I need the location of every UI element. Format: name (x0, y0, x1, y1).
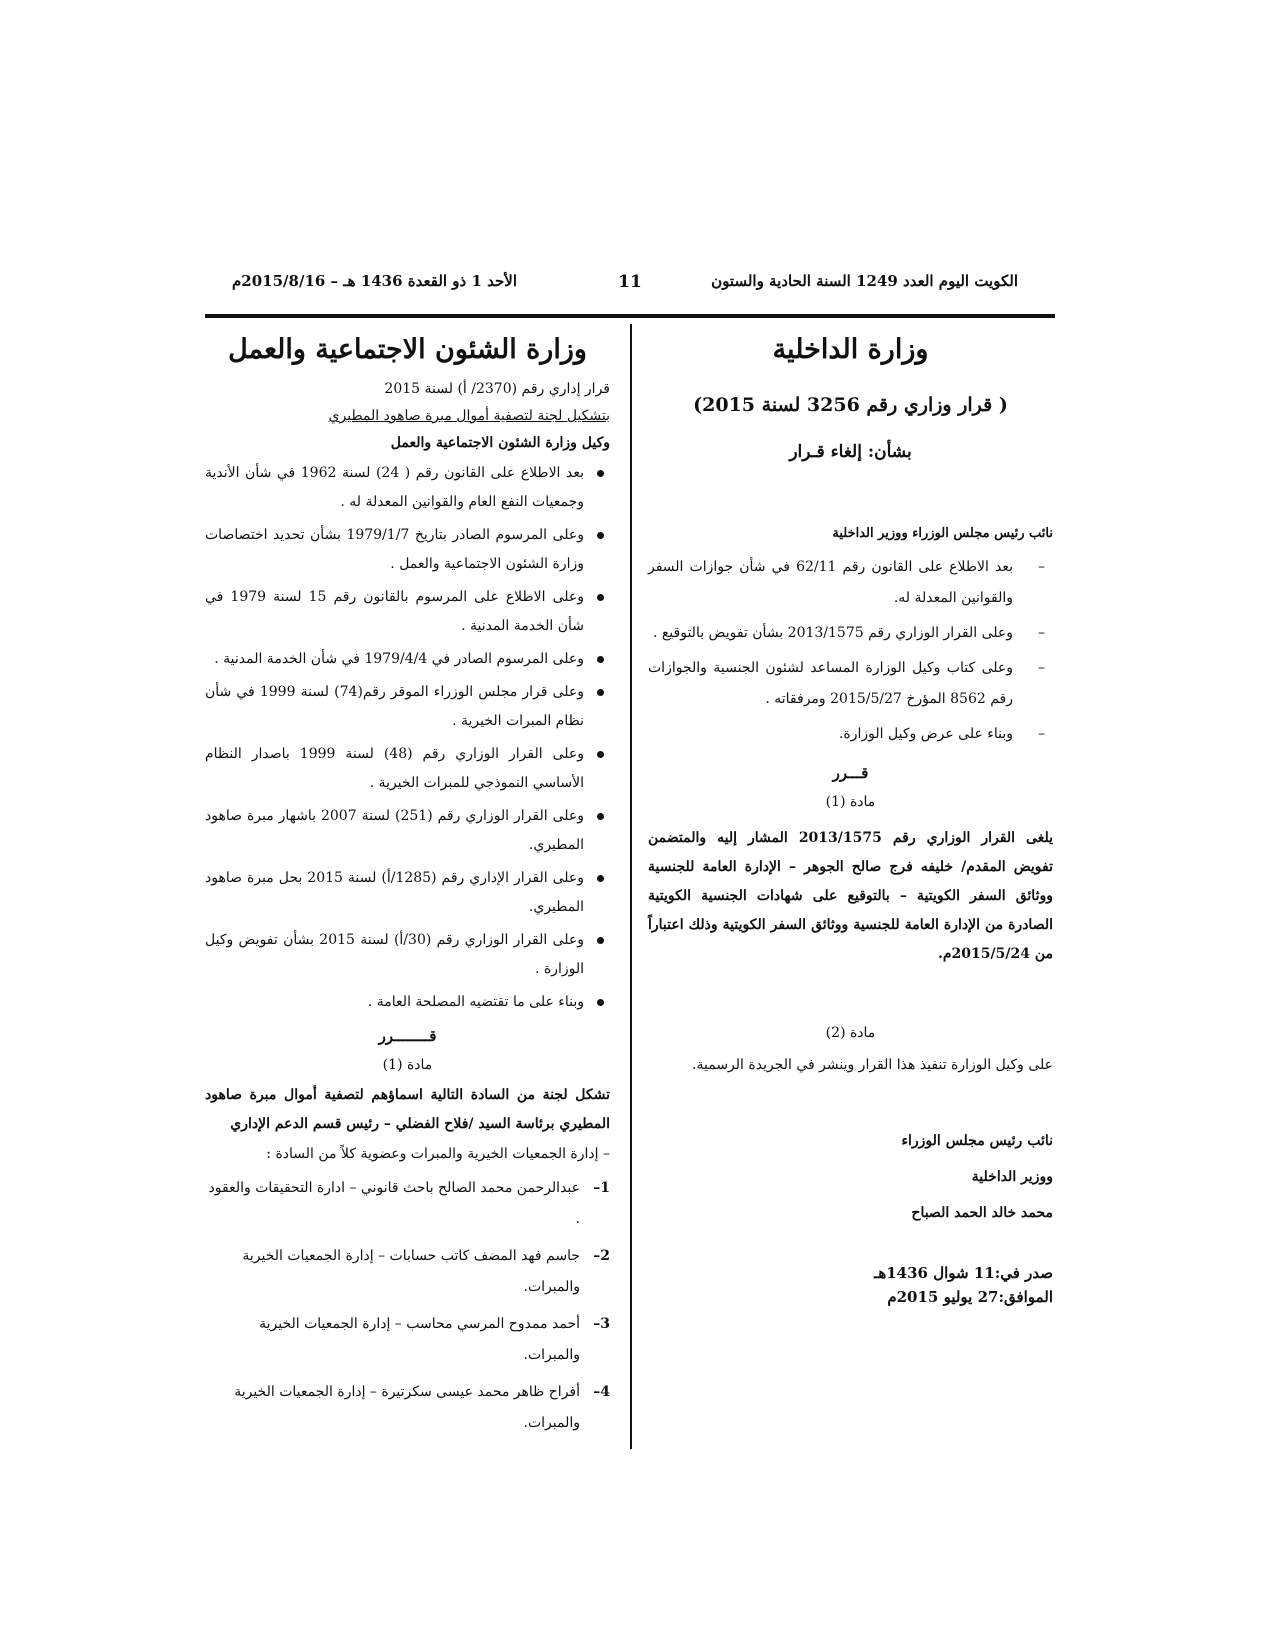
bullet-icon (597, 532, 604, 539)
list-item: وعلى القرار الوزاري رقم (48) لسنة 1999 باصدار النظام الأساسي النموذجي للمبرات الخيرية . (205, 740, 610, 798)
decision-subject: بشأن: إلغاء قـرار (789, 442, 912, 462)
issued-hijri: صدر في:11 شوال 1436هـ (873, 1264, 1053, 1282)
column-divider (630, 324, 632, 1449)
ministry-title: وزارة الداخلية (772, 334, 929, 365)
page-number: 11 (618, 272, 642, 292)
list-item: وبناء على ما تقتضيه المصلحة العامة . (205, 988, 610, 1017)
article-1-text: يلغى القرار الوزاري رقم 2013/1575 المشار إليه والمتضمن تفويض المقدم/ خليفه فرج صالح الجوهر – الإدارة العامة للجنسية ووثائق السفر الكويتية – بالتوقيع على شهادات الجنسية الكويتية الصادرة من الإدارة العامة للجنسية ووثائق السفر الكويتية وذلك اعتباراً من 2015/5/24م. (648, 830, 1053, 962)
interior-ministry-column (648, 326, 1053, 1309)
bullet-icon (597, 656, 604, 663)
dash-mark: – (1038, 559, 1045, 575)
list-item: – وبناء على عرض وكيل الوزارة. (648, 719, 1053, 750)
header-issue-info: الكويت اليوم العدد 1249 السنة الحادية والستون (711, 272, 1018, 290)
list-item: وعلى القرار الوزاري رقم (30/أ) لسنة 2015 بشأن تفويض وكيل الوزارة . (205, 926, 610, 984)
social-affairs-column (205, 326, 610, 1445)
decision-issuer: وكيل وزارة الشئون الاجتماعية والعمل (390, 435, 610, 451)
recitals-list (648, 552, 1053, 750)
bullet-icon (597, 937, 604, 944)
recitals-list (205, 459, 610, 1017)
bullet-icon (597, 999, 604, 1006)
list-item: وعلى الاطلاع على المرسوم بالقانون رقم 15 لسنة 1979 في شأن الخدمة المدنية . (205, 583, 610, 641)
bullet-icon (597, 751, 604, 758)
article-1-text: تشكل لجنة من السادة التالية اسماؤهم لتصفية أموال مبرة صاهود المطيري برئاسة السيد /فلاح الفضلي – رئيس قسم الدعم الإداري (205, 1087, 610, 1132)
committee-members-list (205, 1173, 610, 1439)
list-item: وعلى القرار الوزاري رقم (251) لسنة 2007 باشهار مبرة صاهود المطيري. (205, 802, 610, 860)
signature-line: ووزير الداخلية (971, 1169, 1053, 1185)
list-item: 1– عبدالرحمن محمد الصالح باحث قانوني – ادارة التحقيقات والعقود . (208, 1180, 610, 1227)
ministry-title: وزارة الشئون الاجتماعية والعمل (228, 334, 587, 365)
bullet-icon (597, 813, 604, 820)
list-item: وعلى المرسوم الصادر في 1979/4/4 في شأن الخدمة المدنية . (205, 645, 610, 674)
article-2-heading: مادة (2) (825, 1025, 876, 1041)
decision-subject: بتشكيل لجنة لتصفية أموال مبرة صاهود المطيري (328, 408, 610, 424)
decision-title: ( قرار وزاري رقم 3256 لسنة 2015) (693, 394, 1008, 416)
article-1-heading: مادة (1) (825, 794, 876, 810)
decision-number: قرار إداري رقم (2370/ أ) لسنة 2015 (384, 381, 610, 397)
list-item: وعلى قرار مجلس الوزراء الموقر رقم(74) لسنة 1999 في شأن نظام المبرات الخيرية . (205, 678, 610, 736)
signature-block (648, 1123, 1053, 1231)
list-item: وعلى المرسوم الصادر بتاريخ 1979/1/7 بشأن تحديد اختصاصات وزارة الشئون الاجتماعية والعمل . (205, 521, 610, 579)
bullet-icon (597, 875, 604, 882)
list-item: 3– أحمد ممدوح المرسي محاسب – إدارة الجمعيات الخيرية والمبرات. (259, 1316, 610, 1363)
dash-mark: – (1038, 726, 1045, 742)
header-date: الأحد 1 ذو القعدة 1436 هـ – 2015/8/16م (232, 272, 517, 290)
dash-mark: – (1038, 660, 1045, 676)
article-1-continuation: – إدارة الجمعيات الخيرية والمبرات وعضوية كلاً من السادة : (266, 1146, 610, 1162)
issue-date-block (648, 1261, 1053, 1309)
article-2-text: على وكيل الوزارة تنفيذ هذا القرار وينشر في الجريدة الرسمية. (692, 1057, 1053, 1073)
header-rule (205, 314, 1055, 318)
list-item: – وعلى القرار الوزاري رقم 2013/1575 بشأن تفويض بالتوقيع . (648, 618, 1053, 649)
list-item: وعلى القرار الإداري رقم (1285/أ) لسنة 2015 بحل مبرة صاهود المطيري. (205, 864, 610, 922)
article-1-heading: مادة (1) (382, 1057, 433, 1073)
decided-heading: قــــــــرر (378, 1027, 437, 1045)
bullet-icon (597, 689, 604, 696)
list-item: 2– جاسم فهد المضف كاتب حسابات – إدارة الجمعيات الخيرية والمبرات. (242, 1248, 610, 1295)
list-item: 4– أفراح ظاهر محمد عيسى سكرتيرة – إدارة الجمعيات الخيرية والمبرات. (234, 1384, 610, 1431)
decided-heading: قـــرر (832, 764, 869, 782)
bullet-icon (597, 594, 604, 601)
issued-gregorian: الموافق:27 يوليو 2015م (887, 1288, 1053, 1306)
bullet-icon (597, 470, 604, 477)
signature-line: محمد خالد الحمد الصباح (911, 1205, 1053, 1221)
dash-mark: – (1038, 625, 1045, 641)
signature-line: نائب رئيس مجلس الوزراء (901, 1133, 1053, 1149)
list-item: بعد الاطلاع على القانون رقم ( 24) لسنة 1962 في شأن الأندية وجمعيات النفع العام والقوانين المعدلة له . (205, 459, 610, 517)
decision-issuer: نائب رئيس مجلس الوزراء ووزير الداخلية (832, 526, 1053, 541)
list-item: – بعد الاطلاع على القانون رقم 62/11 في شأن جوازات السفر والقوانين المعدلة له. (648, 552, 1053, 614)
list-item: – وعلى كتاب وكيل الوزارة المساعد لشئون الجنسية والجوازات رقم 8562 المؤرخ 2015/5/27 ومرفقاته . (648, 653, 1053, 715)
